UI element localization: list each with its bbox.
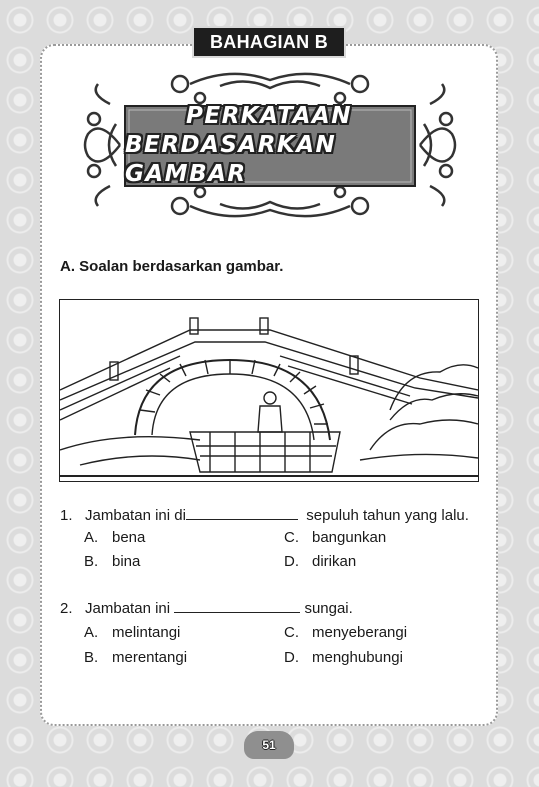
option-text: bena — [112, 529, 146, 546]
banner-title-line2: BERDASARKAN GAMBAR — [125, 131, 337, 187]
option-letter: A. — [84, 624, 99, 641]
question-1-option-a[interactable] — [84, 529, 145, 546]
option-letter: C. — [284, 529, 299, 546]
question-1-option-b[interactable] — [84, 553, 140, 570]
section-tab: BAHAGIAN B — [192, 26, 346, 58]
option-letter: B. — [84, 649, 99, 666]
option-text: dirikan — [312, 553, 357, 570]
question-1-option-d[interactable] — [284, 553, 356, 570]
bridge-illustration — [59, 299, 479, 482]
option-letter: D. — [284, 553, 299, 570]
instruction-heading: A. Soalan berdasarkan gambar. — [60, 258, 284, 275]
question-1-text-before: Jambatan ini di — [85, 507, 186, 524]
bridge-drawing — [60, 300, 478, 481]
option-letter: B. — [84, 553, 99, 570]
banner-title-line1: PERKATAAN — [186, 102, 352, 129]
option-text: melintangi — [112, 624, 181, 641]
question-1-text-after: sepuluh tahun yang lalu. — [306, 507, 469, 524]
question-1-number: 1. — [60, 507, 73, 524]
question-2-blank[interactable] — [174, 612, 300, 613]
option-text: bangunkan — [312, 529, 387, 546]
option-text: merentangi — [112, 649, 188, 666]
question-2-option-c[interactable] — [284, 624, 407, 641]
question-1-option-c[interactable] — [284, 529, 386, 546]
question-1 — [60, 507, 469, 524]
option-letter: D. — [284, 649, 299, 666]
question-2-number: 2. — [60, 600, 73, 617]
question-2-text-before: Jambatan ini — [85, 600, 171, 617]
question-1-blank[interactable] — [186, 519, 298, 520]
question-2-text-after: sungai. — [304, 600, 353, 617]
banner-title — [125, 102, 413, 187]
option-text: menyeberangi — [312, 624, 408, 641]
question-2-option-d[interactable] — [284, 649, 403, 666]
option-letter: C. — [284, 624, 299, 641]
page-number: 51 — [244, 731, 294, 759]
option-text: bina — [112, 553, 141, 570]
option-letter: A. — [84, 529, 99, 546]
option-text: menghubungi — [312, 649, 403, 666]
question-2 — [60, 600, 353, 617]
question-2-option-b[interactable] — [84, 649, 187, 666]
question-2-option-a[interactable] — [84, 624, 180, 641]
